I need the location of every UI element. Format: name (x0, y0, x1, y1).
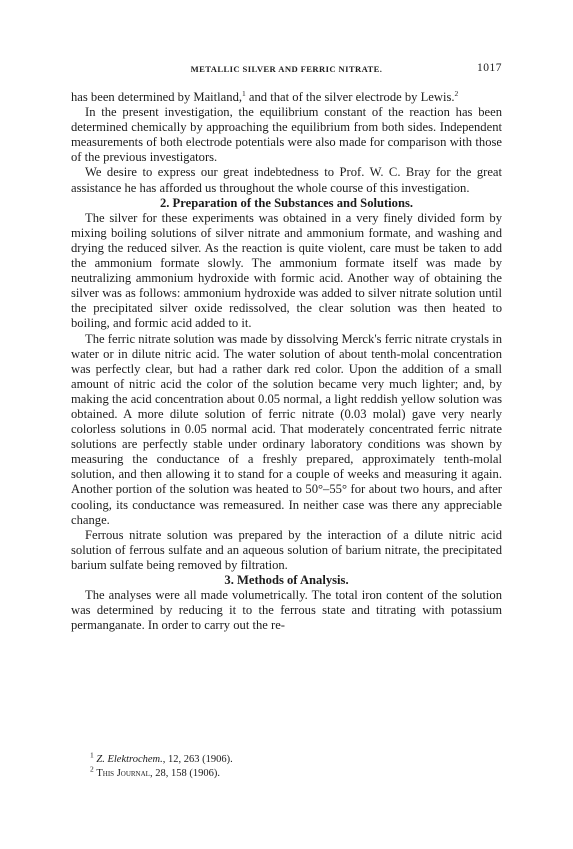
footnote-ref-2: 2 (454, 88, 459, 98)
section-heading-preparation: 2. Preparation of the Substances and Solutions. (159, 195, 414, 210)
paragraph-ferrous-nitrate: Ferrous nitrate solution was prepared by the interaction of a dilute nitric acid solution of ferrous sulfate and an aqueous solution of barium nitrate, the precipitated barium sulfate being removed by filtration. (71, 527, 502, 572)
page-header (71, 64, 502, 80)
paragraph-silver: The silver for these experiments was obtained in a very finely divided form by mixing boiling solutions of silver nitrate and ammonium formate, and washing and drying the reduced silver. As the reaction is quite violent, care must be taken to add the ammonium formate slowly. The ammonium formate itself was made by neutralizing ammonium hydroxide with formic acid. Another way of obtaining the silver was as follows: ammonium hydroxide was added to silver nitrate solution until the precipitated silver oxide redissolved, the clear solution was then heated to boiling, and formic acid added to it. (71, 210, 502, 331)
footnote-ref-1: 1 (242, 88, 246, 98)
paragraph-analyses: The analyses were all made volumetrically. The total iron content of the solution was determined by reducing it to the ferrous state and titrating with potassium permanganate. In order to carry out the re- (71, 588, 502, 633)
footnote-source: Z. Elektrochem. (96, 754, 163, 765)
footnote-2 (71, 764, 502, 781)
footnote-citation: , 12, 263 (1906). (162, 754, 233, 765)
page-number: 1017 (477, 62, 502, 74)
paragraph-present-investigation: In the present investigation, the equilibrium constant of the reaction has been determined chemically by approaching the equilibrium from both sides. Independent measurements of both electrode potentials were also made for comparison with those of the previous investigators. (71, 105, 502, 165)
footnote-1 (71, 750, 502, 767)
footnote-source: This Journal (96, 767, 150, 779)
paragraph-ferric-nitrate: The ferric nitrate solution was made by dissolving Merck's ferric nitrate crystals in water or in dilute nitric acid. The water solution of about tenth-molal concentration was perfectly clear, but had a rather dark red color. Upon the addition of a small amount of nitric acid the color of the solution became very much lighter; and, by making the acid concentration about 0.05 normal, a light reddish yellow solution was obtained. A more dilute solution of ferric nitrate (0.03 molal) gave very nearly colorless solutions in 0.05 normal acid. That moderately concentrated ferric nitrate solutions are perfectly stable under ordinary laboratory conditions was shown by measuring the conductance of a freshly prepared, approximately tenth-molal solution, and then allowing it to stand for a couple of weeks and measuring it again. Another portion of the solution was heated to 50°–55° for about two hours, and after cooling, its conductance was remeasured. In neither case was there any appreciable change. (71, 331, 502, 527)
para-text: and that of the silver electrode by Lewis. (245, 90, 455, 104)
section-heading-analysis: 3. Methods of Analysis. (224, 573, 349, 587)
footnote-marker: 2 (90, 764, 94, 773)
footnote-citation: , 28, 158 (1906). (149, 767, 220, 779)
para-text: has been determined by Maitland, (71, 90, 243, 104)
footnote-marker: 1 (90, 750, 94, 760)
paragraph-continuation (71, 90, 502, 105)
footnotes (71, 750, 502, 780)
paragraph-acknowledgement: We desire to express our great indebtedness to Prof. W. C. Bray for the great assistance he has afforded us throughout the whole course of this investigation. (71, 165, 502, 195)
running-head: METALLIC SILVER AND FERRIC NITRATE. (190, 64, 383, 74)
body-text (71, 90, 502, 633)
